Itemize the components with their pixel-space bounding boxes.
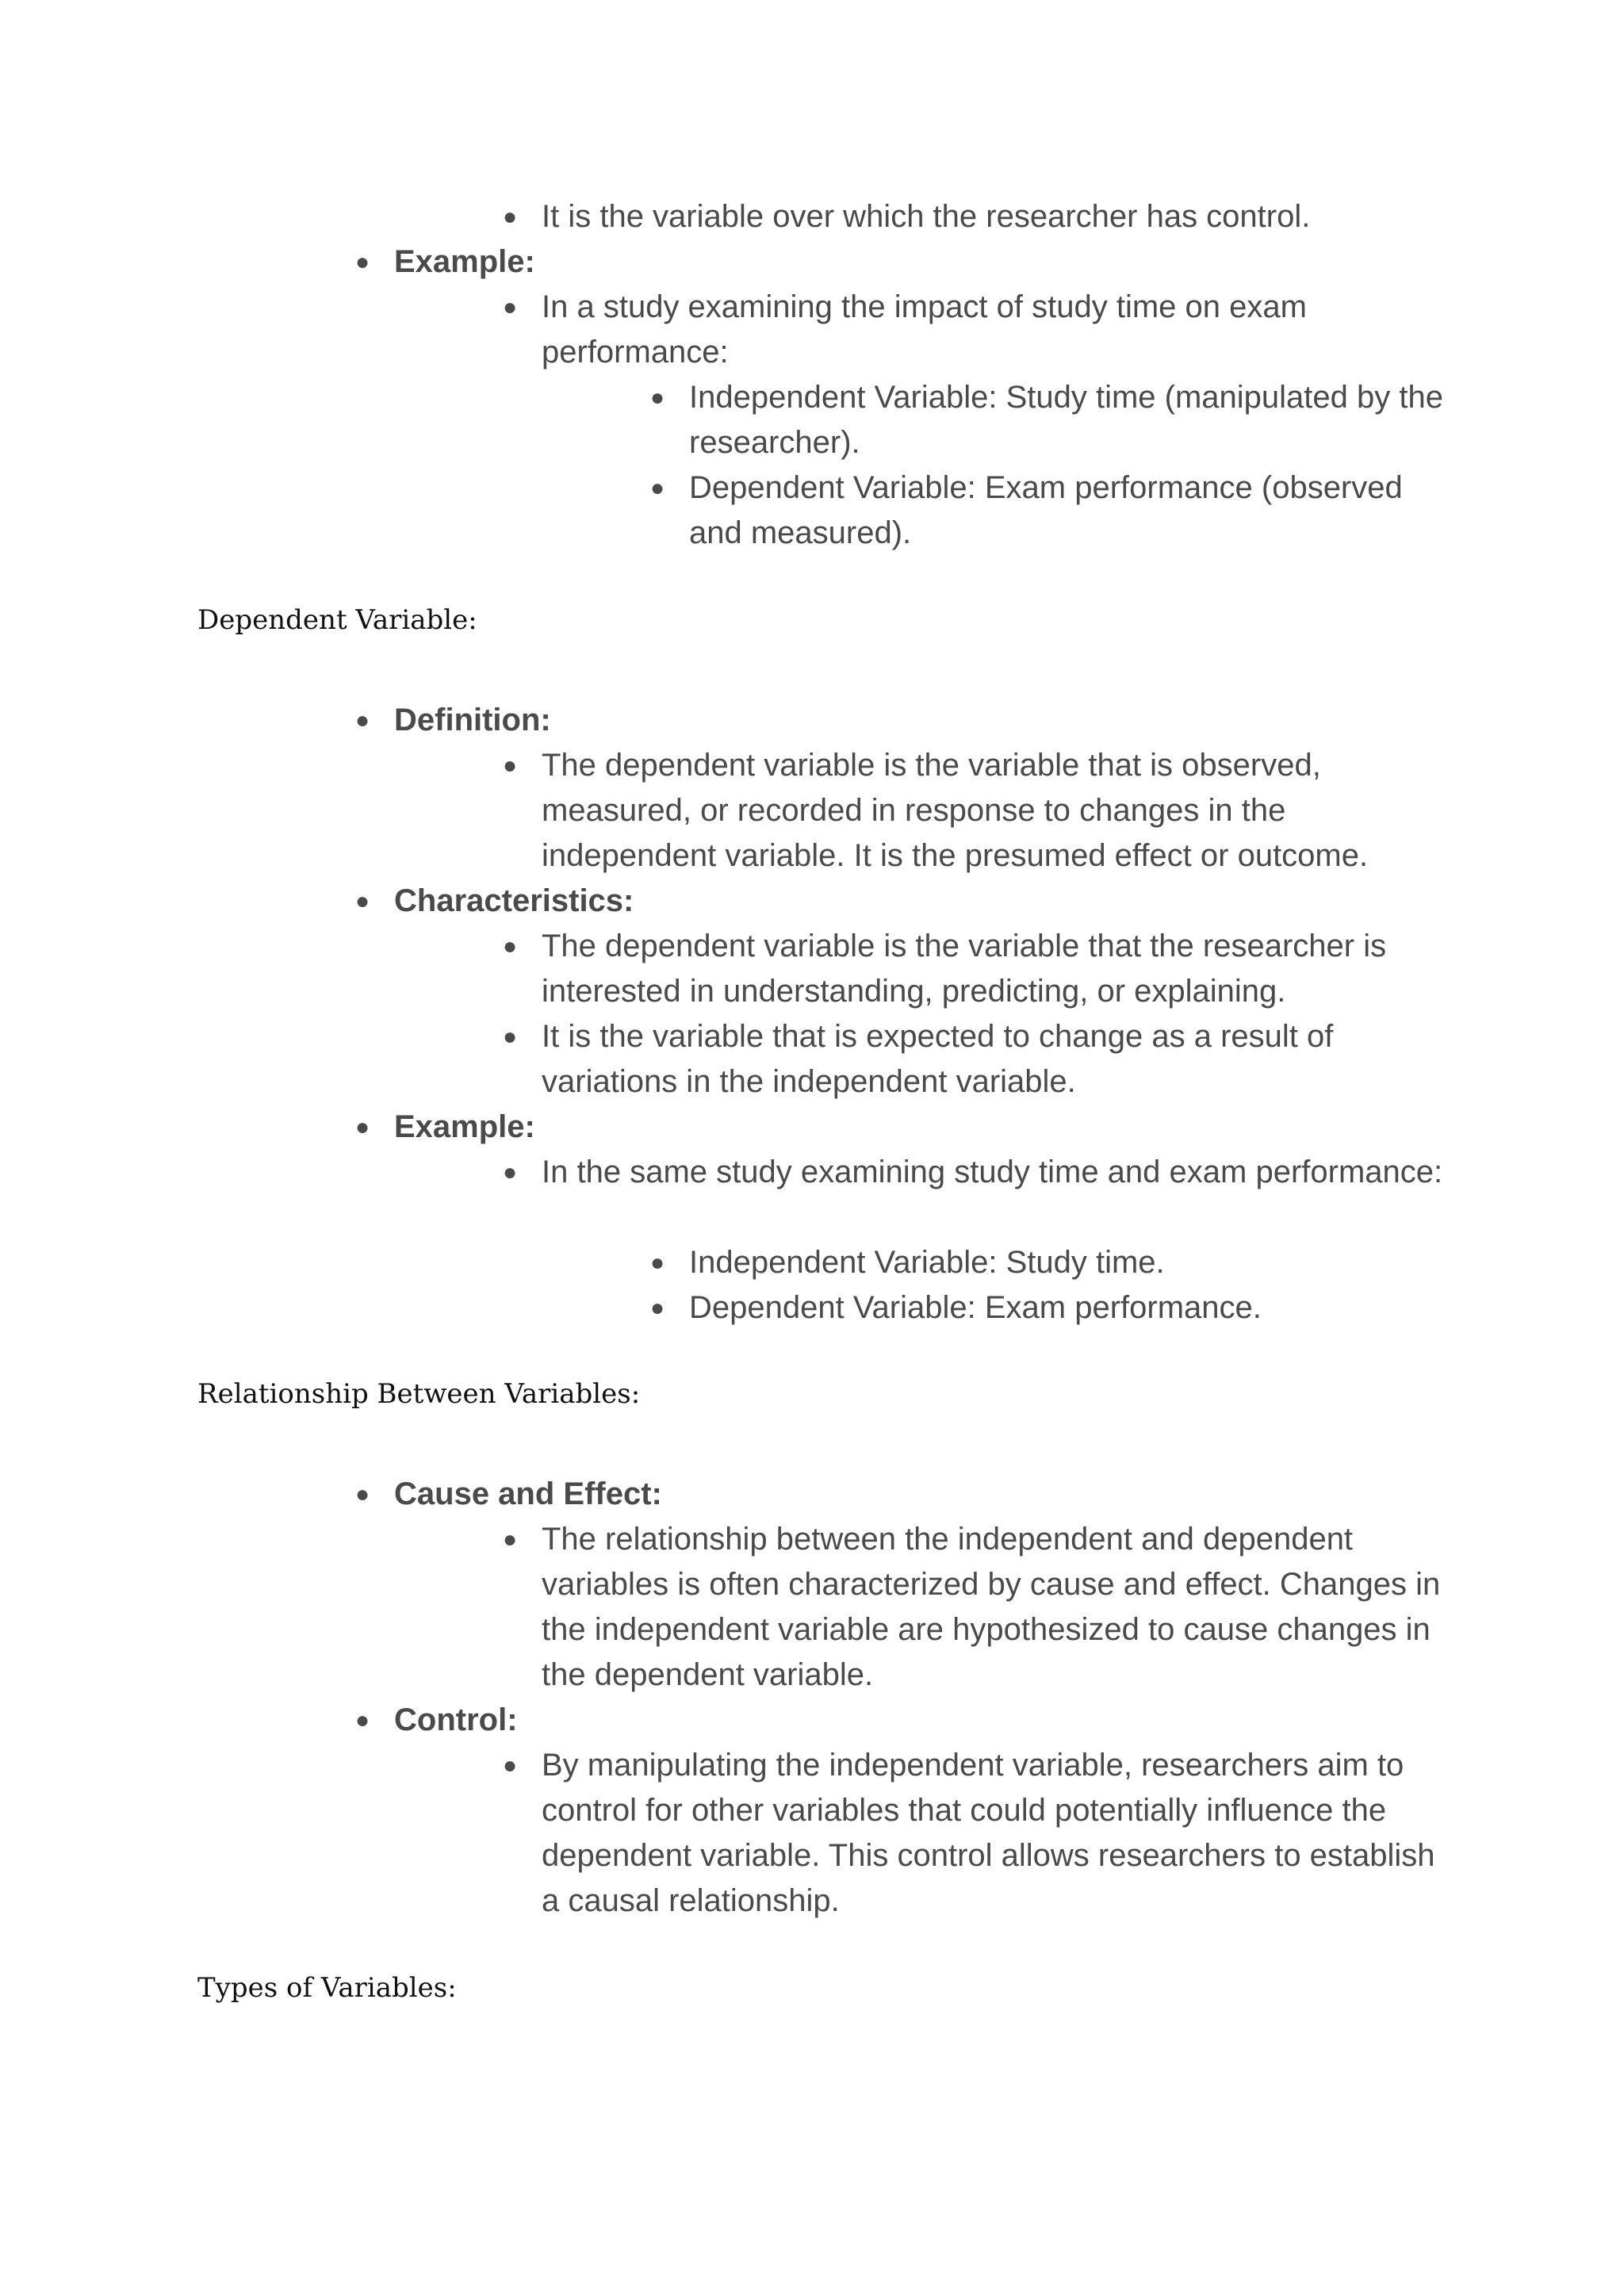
bullet-icon: ●	[502, 294, 518, 320]
list-item-label: Example:	[394, 244, 535, 279]
bullet-icon: ●	[354, 1707, 370, 1733]
bullet-icon: ●	[502, 933, 518, 959]
bullet-icon: ●	[649, 475, 665, 501]
list-item-label: Example:	[394, 1109, 535, 1144]
bullet-icon: ●	[502, 204, 518, 230]
list-item	[502, 924, 1446, 1014]
bullet-icon: ●	[354, 888, 370, 914]
list-item	[354, 1698, 518, 1743]
list-item	[502, 1517, 1446, 1698]
list-item	[649, 375, 1450, 465]
list-item-label: Control:	[394, 1702, 518, 1737]
list-item-text: The relationship between the independent and dependent variables is often characterized by cause and effect. Changes in the independent variable are hypothesized to cause changes in the dependent variable.	[542, 1522, 1441, 1692]
bullet-icon: ●	[354, 1481, 370, 1507]
list-item	[502, 285, 1446, 375]
list-item	[354, 1472, 662, 1517]
list-item-text: Independent Variable: Study time (manipulated by the researcher).	[689, 380, 1443, 460]
list-item	[354, 879, 634, 924]
list-item-text: Independent Variable: Study time.	[689, 1245, 1165, 1280]
list-item-text: The dependent variable is the variable that the researcher is interested in understanding, predicting, or explaining.	[542, 929, 1387, 1009]
bullet-icon: ●	[502, 1159, 518, 1185]
list-item	[502, 1014, 1446, 1105]
bullet-icon: ●	[502, 1526, 518, 1553]
bullet-icon: ●	[354, 249, 370, 275]
list-item-text: The dependent variable is the variable that is observed, measured, or recorded in response to changes in the independent variable. It is the presumed effect or outcome.	[542, 748, 1369, 873]
bullet-icon: ●	[502, 1752, 518, 1779]
list-item	[649, 465, 1450, 556]
list-item-label: Cause and Effect:	[394, 1476, 662, 1511]
bullet-icon: ●	[649, 385, 665, 411]
list-item	[502, 194, 1446, 239]
bullet-icon: ●	[649, 1295, 665, 1321]
list-item	[649, 1240, 1450, 1285]
bullet-icon: ●	[649, 1250, 665, 1276]
list-item-text: By manipulating the independent variable, researchers aim to control for other variables that could potentially influence the dependent variable. This control allows researchers to establish a causal relationship.	[542, 1748, 1435, 1918]
list-item-text: Dependent Variable: Exam performance.	[689, 1290, 1262, 1325]
list-item-text: It is the variable over which the researcher has control.	[542, 199, 1311, 234]
bullet-icon: ●	[502, 1024, 518, 1050]
list-item	[354, 698, 551, 743]
list-item	[649, 1285, 1450, 1331]
list-item-label: Definition:	[394, 703, 551, 737]
list-item	[502, 1150, 1446, 1195]
list-item-text: Dependent Variable: Exam performance (observed and measured).	[689, 470, 1403, 550]
section-heading-types-of-variables: Types of Variables:	[197, 1972, 457, 2004]
section-heading-relationship: Relationship Between Variables:	[197, 1378, 641, 1410]
list-item	[354, 239, 535, 285]
list-item-text: In the same study examining study time and exam performance:	[542, 1155, 1443, 1189]
list-item	[502, 743, 1446, 879]
bullet-icon: ●	[354, 707, 370, 733]
list-item-text: It is the variable that is expected to change as a result of variations in the independent variable.	[542, 1019, 1334, 1099]
list-item-text: In a study examining the impact of study time on exam performance:	[542, 289, 1307, 370]
bullet-icon: ●	[354, 1114, 370, 1140]
bullet-icon: ●	[502, 753, 518, 779]
list-item	[354, 1105, 535, 1150]
section-heading-dependent-variable: Dependent Variable:	[197, 604, 477, 636]
list-item-label: Characteristics:	[394, 883, 634, 918]
list-item	[502, 1743, 1446, 1924]
